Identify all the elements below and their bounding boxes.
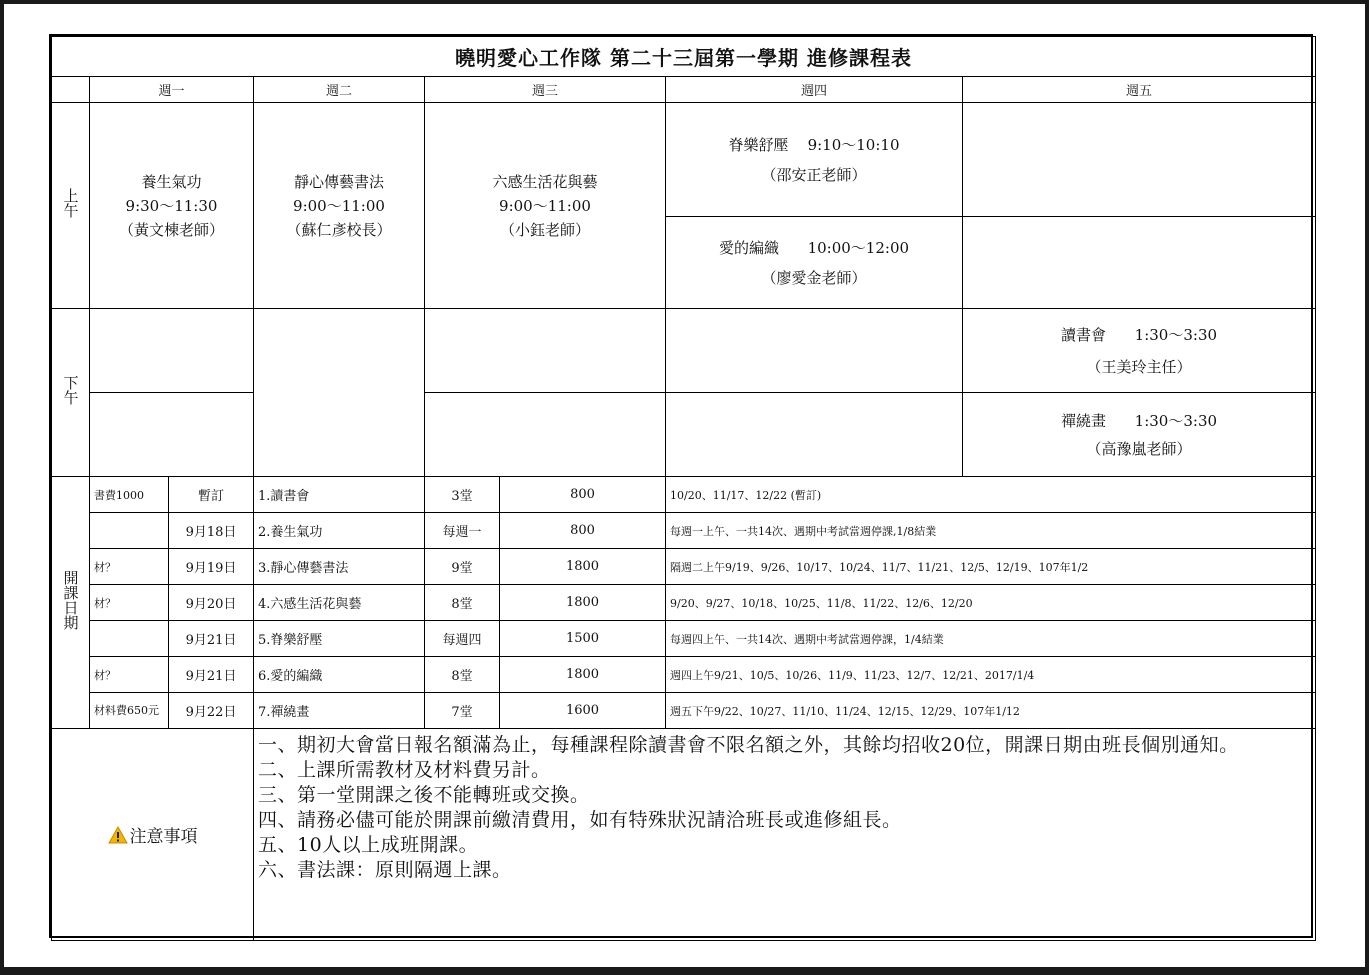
course-name: 讀書會 [1061, 325, 1107, 344]
course-name: 愛的編織 [718, 238, 779, 257]
course-name: 六感生活花與藝 [492, 172, 598, 191]
sched-date: 9月19日 [169, 549, 254, 585]
course-teacher: （黃文棟老師） [118, 220, 224, 239]
table-row [52, 477, 1316, 513]
sched-course: 7.禪繞畫 [254, 693, 425, 729]
course-time: 9:00～11:00 [499, 196, 591, 215]
course-time: 1:30～3:30 [1134, 411, 1218, 430]
course-name: 靜心傳藝書法 [293, 172, 384, 191]
sched-fee: 800 [500, 477, 666, 513]
sched-sessions: 8堂 [425, 585, 500, 621]
sched-fee: 1600 [500, 693, 666, 729]
sched-sessions: 每週一 [425, 513, 500, 549]
note-item: 三、第一堂開課之後不能轉班或交換。 [258, 784, 590, 806]
sched-note: 書費1000 [90, 477, 169, 513]
sched-detail: 每週一上午、一共14次、遇期中考試當週停課,1/8結業 [666, 513, 1316, 549]
day-header-tue: 週二 [254, 77, 425, 103]
sched-sessions: 3堂 [425, 477, 500, 513]
note-item: 一、期初大會當日報名額滿為止，每種課程除讀書會不限名額之外，其餘均招收20位，開課日期由班長個別通知。 [258, 734, 1239, 756]
note-item: 六、書法課：原則隔週上課。 [258, 859, 512, 881]
sched-detail: 週四上午9/21、10/5、10/26、11/9、11/23、12/7、12/21、2017/1/4 [666, 657, 1316, 693]
table-row [52, 693, 1316, 729]
sched-detail: 每週四上午、一共14次、遇期中考試當週停課，1/4結業 [666, 621, 1316, 657]
sched-note: 材？ [90, 585, 169, 621]
sched-note: 材料費650元 [90, 693, 169, 729]
sched-sessions: 9堂 [425, 549, 500, 585]
day-header-thu: 週四 [666, 77, 963, 103]
empty-cell-fri-am2 [963, 217, 1316, 309]
sched-course: 4.六感生活花與藝 [254, 585, 425, 621]
day-header-mon: 週一 [90, 77, 254, 103]
sched-fee: 1800 [500, 657, 666, 693]
corner-cell [52, 77, 90, 103]
empty-cell-wed-pm2 [425, 393, 666, 477]
course-name: 禪繞畫 [1061, 411, 1107, 430]
sched-detail: 10/20、11/17、12/22 (暫訂) [666, 477, 1316, 513]
sched-detail: 週五下午9/22、10/27、11/10、11/24、12/15、12/29、107年1/12 [666, 693, 1316, 729]
course-name: 養生氣功 [141, 172, 202, 191]
sched-note: 材？ [90, 657, 169, 693]
course-teacher: （高豫嵐老師） [1086, 439, 1192, 458]
empty-cell-thu-pm2 [666, 393, 963, 477]
course-cell-knitting [666, 217, 963, 309]
sched-note: 材？ [90, 549, 169, 585]
sched-course: 3.靜心傳藝書法 [254, 549, 425, 585]
empty-cell-mon-pm1 [90, 309, 254, 393]
course-cell-calligraphy [254, 103, 425, 309]
document-page [4, 4, 1365, 967]
course-time: 9:30～11:30 [125, 196, 218, 215]
sched-fee: 800 [500, 513, 666, 549]
course-name-time [666, 236, 962, 260]
sched-course: 1.讀書會 [254, 477, 425, 513]
notes-list [254, 729, 1316, 941]
course-teacher: （小鈺老師） [499, 220, 590, 239]
note-item: 五、10人以上成班開課。 [258, 834, 479, 856]
sched-course: 6.愛的編織 [254, 657, 425, 693]
course-cell-zentangle [963, 393, 1316, 477]
course-cell-spine-relax [666, 103, 963, 217]
sched-fee: 1500 [500, 621, 666, 657]
sched-sessions: 7堂 [425, 693, 500, 729]
morning-label: 上午 [61, 188, 80, 218]
sched-fee: 1800 [500, 549, 666, 585]
sched-date: 9月22日 [169, 693, 254, 729]
table-row [52, 657, 1316, 693]
course-cell-flower-art [425, 103, 666, 309]
sched-note [90, 621, 169, 657]
notes-label-cell [52, 729, 254, 941]
sched-detail: 9/20、9/27、10/18、10/25、11/8、11/22、12/6、12/20 [666, 585, 1316, 621]
course-teacher: （邵安正老師） [761, 165, 867, 184]
empty-cell-wed-pm1 [425, 309, 666, 393]
day-header-wed: 週三 [425, 77, 666, 103]
note-item: 二、上課所需教材及材料費另計。 [258, 759, 551, 781]
sched-detail: 隔週二上午9/19、9/26、10/17、10/24、11/7、11/21、12/5、12/19、107年1/2 [666, 549, 1316, 585]
table-row [52, 549, 1316, 585]
dates-label: 開課日期 [61, 570, 80, 630]
empty-cell-mon-pm2 [90, 393, 254, 477]
course-time: 9:10～10:10 [807, 135, 900, 154]
course-time: 10:00～12:00 [807, 238, 910, 257]
course-cell-qigong [90, 103, 254, 309]
table-title: 曉明愛心工作隊 第二十三屆第一學期 進修課程表 [52, 37, 1316, 77]
sched-course: 5.脊樂舒壓 [254, 621, 425, 657]
course-teacher: （王美玲主任） [1086, 357, 1192, 376]
sched-course: 2.養生氣功 [254, 513, 425, 549]
empty-cell-thu-pm1 [666, 309, 963, 393]
sched-date: 9月18日 [169, 513, 254, 549]
table-row [52, 621, 1316, 657]
sched-fee: 1800 [500, 585, 666, 621]
sched-sessions: 8堂 [425, 657, 500, 693]
period-label-morning [52, 103, 90, 309]
sched-sessions: 每週四 [425, 621, 500, 657]
course-teacher: （蘇仁彥校長） [286, 220, 392, 239]
sched-date: 9月21日 [169, 657, 254, 693]
course-teacher: （廖愛金老師） [761, 268, 867, 287]
warning-triangle [108, 826, 128, 844]
schedule-grid [51, 36, 1316, 941]
course-time: 9:00～11:00 [293, 196, 385, 215]
afternoon-label: 下午 [61, 375, 80, 405]
warning-icon [108, 826, 128, 844]
course-name-time [666, 133, 962, 157]
note-item: 四、請務必儘可能於開課前繳清費用，如有特殊狀況請洽班長或進修組長。 [258, 809, 902, 831]
course-name-time [963, 409, 1315, 433]
table-row [52, 513, 1316, 549]
period-label-afternoon [52, 309, 90, 477]
course-name: 脊樂舒壓 [728, 135, 789, 154]
course-schedule-table [49, 34, 1313, 938]
table-row [52, 585, 1316, 621]
empty-cell-fri-am1 [963, 103, 1316, 217]
course-time: 1:30～3:30 [1134, 325, 1218, 344]
period-label-dates [52, 477, 90, 729]
course-name-time [963, 323, 1315, 347]
notes-label: 注意事項 [129, 827, 198, 847]
course-cell-reading-club [963, 309, 1316, 393]
sched-date: 9月20日 [169, 585, 254, 621]
day-header-fri: 週五 [963, 77, 1316, 103]
empty-cell-tue-pm [254, 309, 425, 477]
sched-date: 9月21日 [169, 621, 254, 657]
sched-date: 暫訂 [169, 477, 254, 513]
sched-note [90, 513, 169, 549]
